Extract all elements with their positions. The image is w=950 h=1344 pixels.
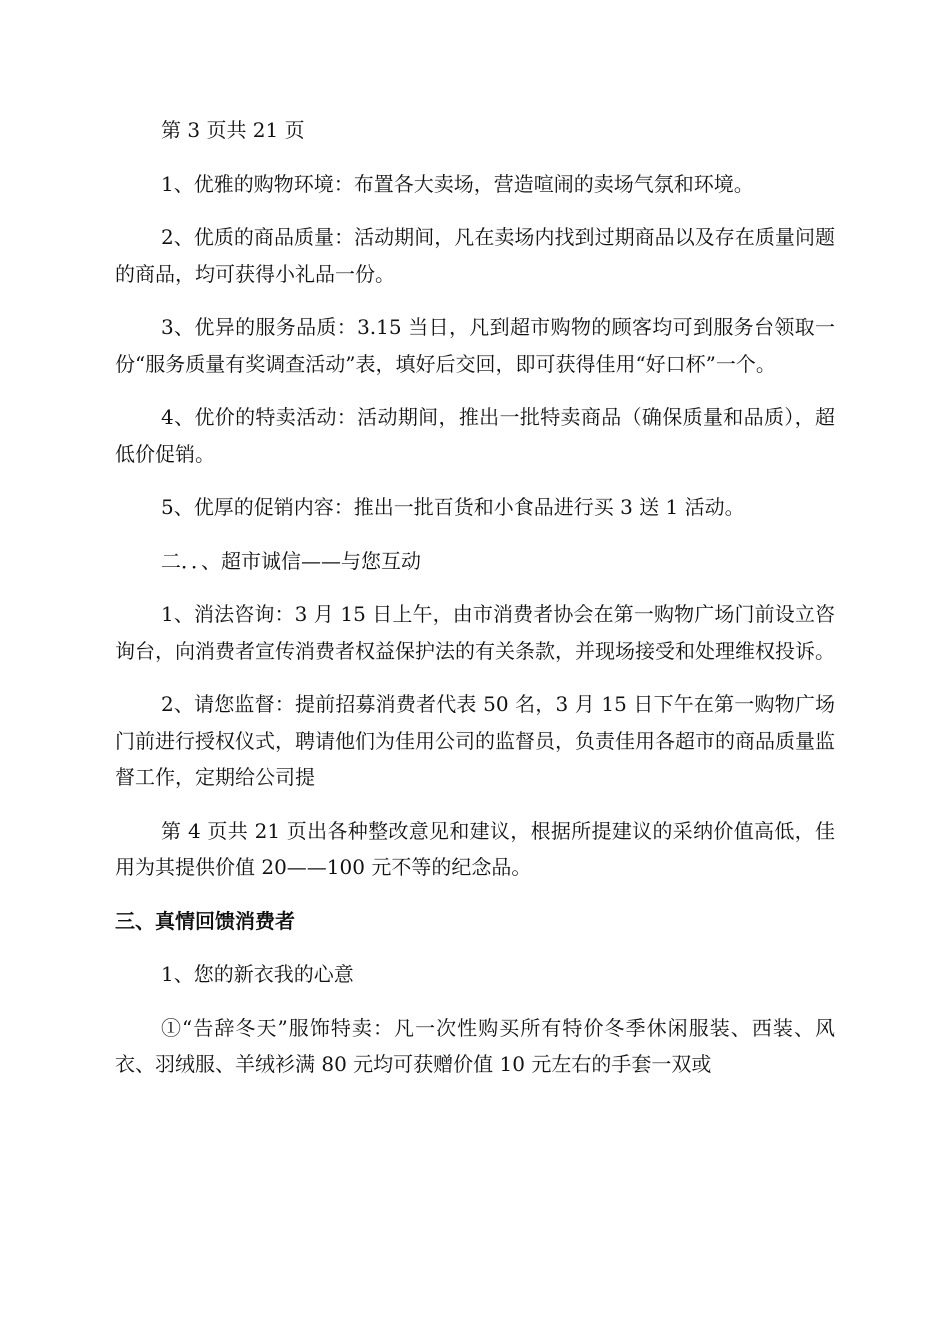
section-two-title: 二．．、超市诚信——与您互动 [161,548,421,573]
paragraph-shopping-environment: 1、优雅的购物环境：布置各大卖场，营造喧闹的卖场气氛和环境。 [161,171,754,196]
paragraph-new-clothes: 1、您的新衣我的心意 [161,962,354,986]
paragraph-promotion: 5、优厚的促销内容：推出一批百货和小食品进行买 3 送 1 活动。 [161,495,745,519]
page-marker-3: 第 3 页共 21 页 [161,118,305,142]
paragraph-winter-sale: ①“告辞冬天”服饰特卖：凡一次性购买所有特价冬季休闲服装、西装、风衣、羽绒服、羊绒衫满 80 元均可获赠价值 10 元左右的手套一双或 [115,1015,835,1076]
section-three-heading: 三、真情回馈消费者 [115,908,295,933]
paragraph-service-quality: 3、优异的服务品质：3.15 当日，凡到超市购物的顾客均可到服务台领取一份“服务质量有奖调查活动”表，填好后交回，即可获得佳用“好口杯”一个。 [115,315,835,376]
paragraph-page-4-continuation: 第 4 页共 21 页出各种整改意见和建议，根据所提建议的采纳价值高低，佳用为其提供价值 20——100 元不等的纪念品。 [115,818,835,879]
document-page [115,112,835,1100]
paragraph-law-consultation: 1、消法咨询：3 月 15 日上午，由市消费者协会在第一购物广场门前设立咨询台，向消费者宣传消费者权益保护法的有关条款，并现场接受和处理维权投诉。 [115,602,835,663]
paragraph-supervision: 2、请您监督：提前招募消费者代表 50 名，3 月 15 日下午在第一购物广场门前进行授权仪式，聘请他们为佳用公司的监督员，负责佳用各超市的商品质量监督工作，定期给公司提 [115,692,835,789]
paragraph-special-sale: 4、优价的特卖活动：活动期间，推出一批特卖商品（确保质量和品质），超低价促销。 [115,405,835,466]
paragraph-product-quality: 2、优质的商品质量：活动期间，凡在卖场内找到过期商品以及存在质量问题的商品，均可获得小礼品一份。 [115,225,835,286]
